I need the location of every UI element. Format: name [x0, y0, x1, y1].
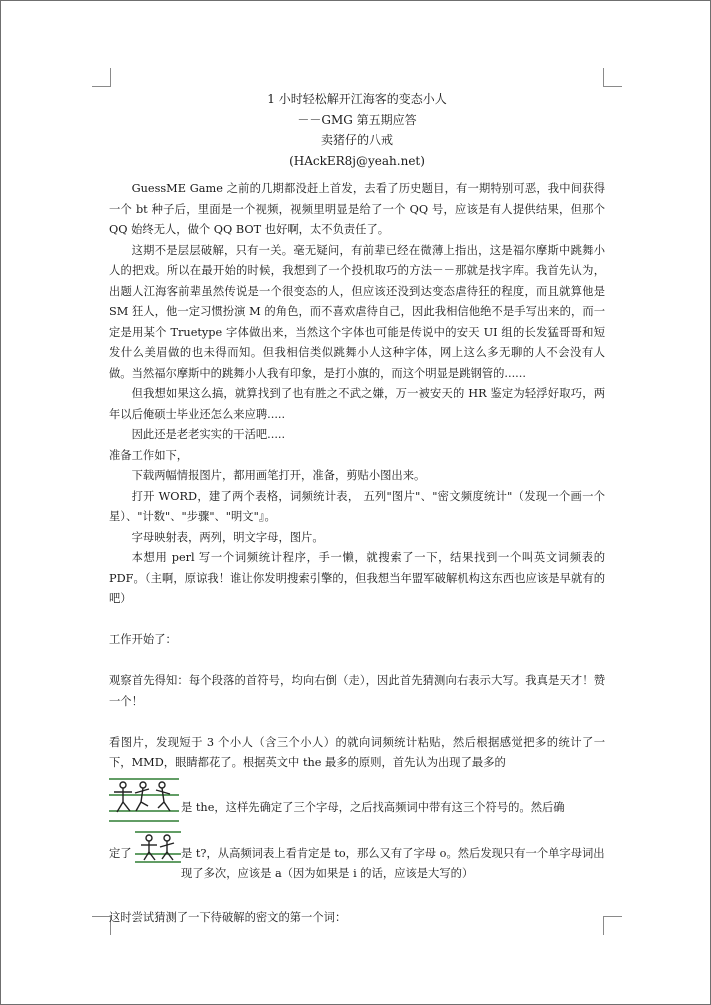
document-body: [109, 179, 605, 929]
dancing-men-the-image: [109, 774, 179, 824]
document-header: [109, 89, 605, 171]
document-title: 1 小时轻松解开江海客的变态小人: [267, 92, 447, 106]
paragraph: 因此还是老老实实的干活吧.....: [131, 428, 286, 441]
paragraph: 这期不是层层破解，只有一关。毫无疑问，有前辈已经在微薄上指出，这是福尔摩斯中跳舞小人的把戏。所以在最开始的时候，我想到了一个投机取巧的方法－－那就是找字库。我首先认为，出题人江海客前辈虽然传说是一个很变态的人，但应该还没到达变态虐待狂的程度，而且就算他是 SM 狂人，他一定习惯扮演 M 的角色，而不喜欢虐待自己，因此我相信他绝不是手写出来的，而一定是用某个 Truetype 字体做出来，当然这个字体也可能是传说中的安天 UI 组的长发猛哥哥和短发什么美眉做的也未得而知。但我相信类似跳舞小人这种字体，网上这么多无聊的人不会没有人做。当然福尔摩斯中的跳舞小人我有印象，是打小旗的，而这个明显是跳钢管的......: [109, 243, 605, 380]
paragraph: 本想用 perl 写一个词频统计程序，手一懒，就搜索了一下，结果找到一个叫英文词频表的 PDF。（主啊，原谅我！谁让你发明搜索引擎的，但我想当年盟军破解机构这东西也应该是早就有的吧）: [109, 551, 605, 605]
paragraph: 但我想如果这么搞，就算找到了也有胜之不武之嫌，万一被安天的 HR 鉴定为轻浮好取巧，两年以后俺硕士毕业还怎么来应聘.....: [109, 387, 605, 421]
crop-mark-bottom-right: [603, 916, 622, 935]
paragraph: 打开 WORD，建了两个表格，词频统计表， 五列"图片"、"密文频度统计"（发现一个画一个星）、"计数"、"步骤"、"明文"』。: [109, 489, 605, 523]
paragraph: GuessME Game 之前的几期都没赶上首发，去看了历史题目，有一期特别可恶，我中间获得一个 bt 种子后，里面是一个视频，视频里明显是给了一个 QQ 号，应该是有人提供结果，但那个 QQ 始终无人，做个 QQ BOT 也好啊，太不负责任了。: [109, 182, 605, 236]
paragraph: 看图片，发现短于 3 个小人（含三个小人）的就向词频统计粘贴，然后根据感觉把多的统计了一下，MMD，眼睛都花了。根据英文中 the 最多的原则，首先认为出现了最多的: [109, 735, 605, 769]
paragraph: 下载两幅情报图片，都用画笔打开，准备，剪贴小图出来。: [131, 469, 426, 482]
paragraph: 准备工作如下，: [109, 448, 189, 462]
paragraph: 工作开始了：: [109, 633, 177, 646]
paragraph: 观察首先得知：每个段落的首符号，均向右倒（走），因此首先猜测向右表示大写。我真是天才！赞一个！: [109, 674, 605, 708]
crop-mark-top-left: [92, 68, 111, 87]
paragraph-prefix: 定了: [109, 846, 132, 860]
glyph-line-to: [109, 826, 605, 888]
paragraph: 是 t?，从高频词表上看肯定是 to，那么又有了字母 o。然后发现只有一个单字母词出现了多次，应该是 a（因为如果是 i 的话，应该是大写的）: [181, 846, 605, 880]
paragraph: 字母映射表，两列，明文字母，图片。: [131, 530, 324, 544]
document-author: 卖猪仔的八戒: [320, 133, 393, 147]
author-email: (HAckER8j@yeah.net): [289, 153, 425, 168]
paragraph: 这时尝试猜测了一下待破解的密文的第一个词：: [109, 911, 347, 924]
glyph-line-the: [109, 774, 605, 826]
document-subtitle: －－GMG 第五期应答: [297, 112, 417, 127]
dancing-men-to-image: [135, 828, 181, 866]
crop-mark-top-right: [603, 68, 622, 87]
paragraph: 是 the，这样先确定了三个字母，之后找高频词中带有这三个符号的。然后确: [181, 800, 565, 814]
